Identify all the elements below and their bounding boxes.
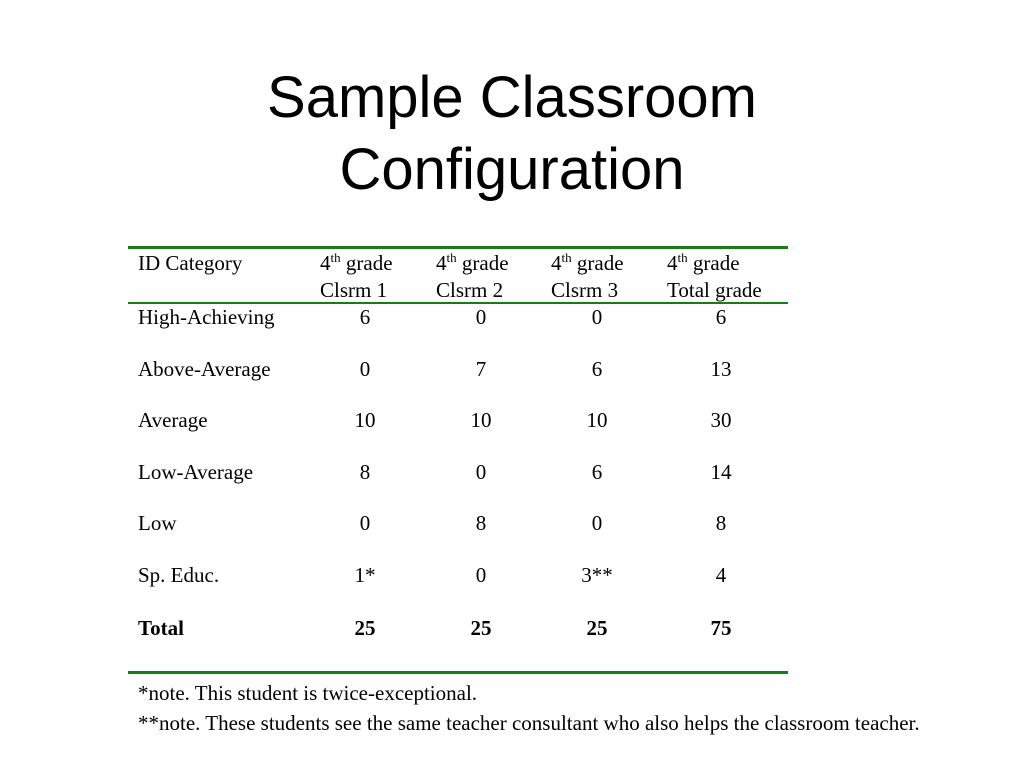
header-classroom-1-grade: 4 xyxy=(320,251,331,275)
row-classroom-1: 1* xyxy=(354,562,376,587)
table-row-high-achieving xyxy=(128,304,788,356)
header-id-category-label: ID Category xyxy=(138,251,243,275)
note-twice-exceptional: *note. This student is twice-exceptional. xyxy=(138,681,478,705)
total-row-classroom-2: 25 xyxy=(470,616,492,640)
row-classroom-3: 0 xyxy=(591,305,603,329)
table-row-special-education xyxy=(128,562,788,614)
row-classroom-1: 0 xyxy=(359,356,371,381)
header-classroom-3 xyxy=(551,251,624,303)
row-total: 6 xyxy=(715,305,727,329)
total-row-label: Total xyxy=(138,616,184,640)
row-label: Sp. Educ. xyxy=(138,562,220,587)
row-classroom-2: 7 xyxy=(475,356,487,381)
header-classroom-2-line2: Clsrm 2 xyxy=(436,278,504,302)
table-header-row xyxy=(128,249,788,302)
row-total: 4 xyxy=(715,562,727,587)
row-classroom-2: 8 xyxy=(475,511,487,535)
header-total-grade xyxy=(667,251,762,303)
header-classroom-2 xyxy=(436,251,509,303)
slide-title xyxy=(0,62,1024,206)
header-classroom-3-sup: th xyxy=(561,250,572,265)
row-classroom-3: 6 xyxy=(591,356,603,381)
row-classroom-2: 10 xyxy=(470,408,492,432)
row-classroom-3: 0 xyxy=(591,511,603,535)
row-classroom-3: 6 xyxy=(591,459,603,484)
total-row-classroom-3: 25 xyxy=(586,616,608,640)
row-classroom-2: 0 xyxy=(475,562,487,587)
row-total: 13 xyxy=(710,356,732,381)
row-classroom-2: 0 xyxy=(475,305,487,329)
row-classroom-1: 0 xyxy=(359,511,371,535)
table-row-average xyxy=(128,407,788,459)
slide-title-line-2: Configuration xyxy=(339,137,685,202)
row-classroom-3: 10 xyxy=(586,408,608,432)
header-classroom-3-grade-word: grade xyxy=(571,251,624,275)
total-row-classroom-1: 25 xyxy=(354,616,376,640)
table-bottom-rule xyxy=(128,671,788,674)
row-classroom-3: 3** xyxy=(581,562,613,587)
classroom-configuration-table xyxy=(128,246,788,667)
row-label: Low xyxy=(138,511,177,535)
header-classroom-1-sup: th xyxy=(330,250,341,265)
header-classroom-2-grade: 4 xyxy=(436,251,447,275)
table-row-above-average xyxy=(128,356,788,408)
header-total-grade-grade: 4 xyxy=(667,251,678,275)
row-label: Average xyxy=(138,408,208,432)
table-notes xyxy=(138,678,920,738)
header-classroom-2-grade-word: grade xyxy=(456,251,509,275)
row-label: Low-Average xyxy=(138,459,254,484)
header-classroom-1 xyxy=(320,251,393,303)
row-total: 30 xyxy=(710,408,732,432)
header-total-grade-grade-word: grade xyxy=(687,251,740,275)
header-classroom-3-grade: 4 xyxy=(551,251,562,275)
header-classroom-1-grade-word: grade xyxy=(340,251,393,275)
row-total: 8 xyxy=(715,511,727,535)
row-label: High-Achieving xyxy=(138,305,275,329)
header-classroom-3-line2: Clsrm 3 xyxy=(551,278,619,302)
row-label: Above-Average xyxy=(138,356,271,381)
header-total-grade-sup: th xyxy=(677,250,688,265)
header-id-category xyxy=(138,251,242,276)
row-total: 14 xyxy=(710,459,732,484)
row-classroom-1: 8 xyxy=(359,459,371,484)
header-classroom-2-sup: th xyxy=(446,250,457,265)
table-row-low-average xyxy=(128,459,788,511)
header-classroom-1-line2: Clsrm 1 xyxy=(320,278,388,302)
row-classroom-1: 10 xyxy=(354,408,376,432)
row-classroom-2: 0 xyxy=(475,459,487,484)
table-row-low xyxy=(128,510,788,562)
table-row-total xyxy=(128,615,788,667)
row-classroom-1: 6 xyxy=(359,305,371,329)
note-teacher-consultant: **note. These students see the same teacher consultant who also helps the classroom teacher. xyxy=(138,711,920,735)
slide-title-line-1: Sample Classroom xyxy=(267,65,757,130)
header-total-grade-line2: Total grade xyxy=(667,278,762,302)
total-row-grand-total: 75 xyxy=(710,616,732,640)
